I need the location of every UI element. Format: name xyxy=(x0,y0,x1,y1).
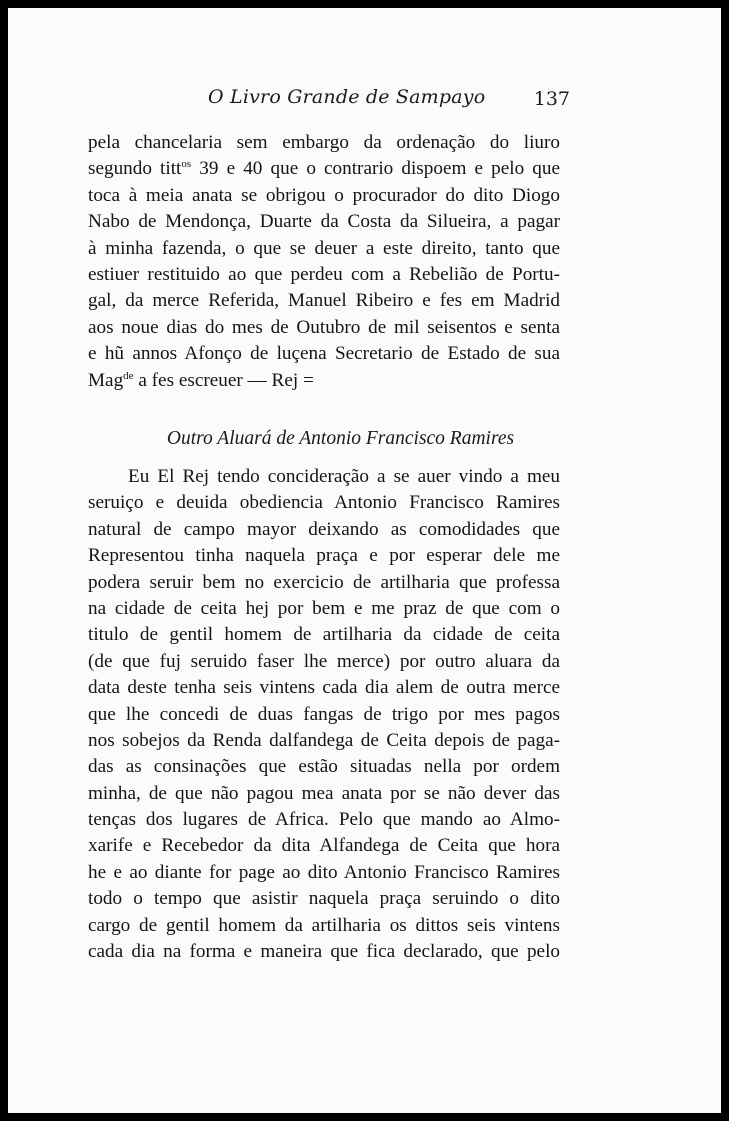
text-line: he e ao diante for page ao dito Antonio Francisco Ramires xyxy=(88,861,560,883)
text-line: Eu El Rej tendo concideração a se auer vindo a meu xyxy=(128,466,560,487)
text-line: tenças dos lugares de Africa. Pelo que mando ao Almo- xyxy=(88,809,560,831)
text-line: gal, da merce Referida, Manuel Ribeiro e fes em Madrid xyxy=(88,290,560,312)
paragraph-1 xyxy=(88,130,560,394)
superscript: os xyxy=(181,158,192,171)
text-line: Nabo de Mendonça, Duarte da Costa da Silueira, a pagar xyxy=(88,211,560,233)
text-line: à minha fazenda, o que se deuer a este direito, tanto que xyxy=(88,237,560,259)
text-line: titulo de gentil homem de artilharia da cidade de ceita xyxy=(88,624,560,646)
text-line: na cidade de ceita hej por bem e me praz de que com o xyxy=(88,597,560,619)
text-line: natural de campo mayor deixando as comodidades que xyxy=(88,518,560,540)
text-line: xarife e Recebedor da dita Alfandega de Ceita que hora xyxy=(88,835,560,857)
text-line: podera seruir bem no exercicio de artilharia que professa xyxy=(88,571,560,593)
text-line: minha, de que não pagou mea anata por se não dever das xyxy=(88,782,560,804)
text-line: e hũ annos Afonço de luçena Secretario de Estado de sua xyxy=(88,343,560,365)
text-line: seruiço e deuida obediencia Antonio Francisco Ramires xyxy=(88,492,560,514)
text-line: que lhe concedi de duas fangas de trigo por mes pagos xyxy=(88,703,560,725)
text-line: estiuer restituido ao que perdeu com a Rebelião de Portu- xyxy=(88,263,560,285)
text-line: data deste tenha seis vintens cada dia alem de outra merce xyxy=(88,677,560,699)
text-line: todo o tempo que asistir naquela praça seruindo o dito xyxy=(88,888,560,910)
text-line: das as consinações que estão situadas nella por ordem xyxy=(88,756,560,778)
text-line: Representou tinha naquela praça e por esperar dele me xyxy=(88,545,560,567)
text-line: aos noue dias do mes de Outubro de mil seisentos e senta xyxy=(88,316,560,338)
page-header xyxy=(8,86,721,116)
running-title: O Livro Grande de Sampayo xyxy=(208,86,486,108)
text-line: Mag$^{de}$ a fes escreuer — Rej = xyxy=(88,369,314,391)
paragraph-2 xyxy=(88,464,560,965)
text-line: segundo titt$^{os}$ 39 e 40 que o contrario dispoem e pelo que xyxy=(88,158,560,180)
text-line: (de que fuj seruido faser lhe merce) por outro aluara da xyxy=(88,650,560,672)
text-line: cada dia na forma e maneira que fica declarado, que pelo xyxy=(88,941,560,963)
text-line: cargo de gentil homem da artilharia os dittos seis vintens xyxy=(88,914,560,936)
superscript: de xyxy=(123,369,134,382)
text-line: pela chancelaria sem embargo da ordenação do liuro xyxy=(88,132,560,153)
text-line: toca à meia anata se obrigou o procurador do dito Diogo xyxy=(88,184,560,206)
text-line: nos sobejos da Renda dalfandega de Ceita depois de paga- xyxy=(88,729,560,751)
section-heading: Outro Aluará de Antonio Francisco Ramires xyxy=(166,428,515,449)
page-number: 137 xyxy=(533,88,570,110)
document-page xyxy=(8,8,721,1113)
